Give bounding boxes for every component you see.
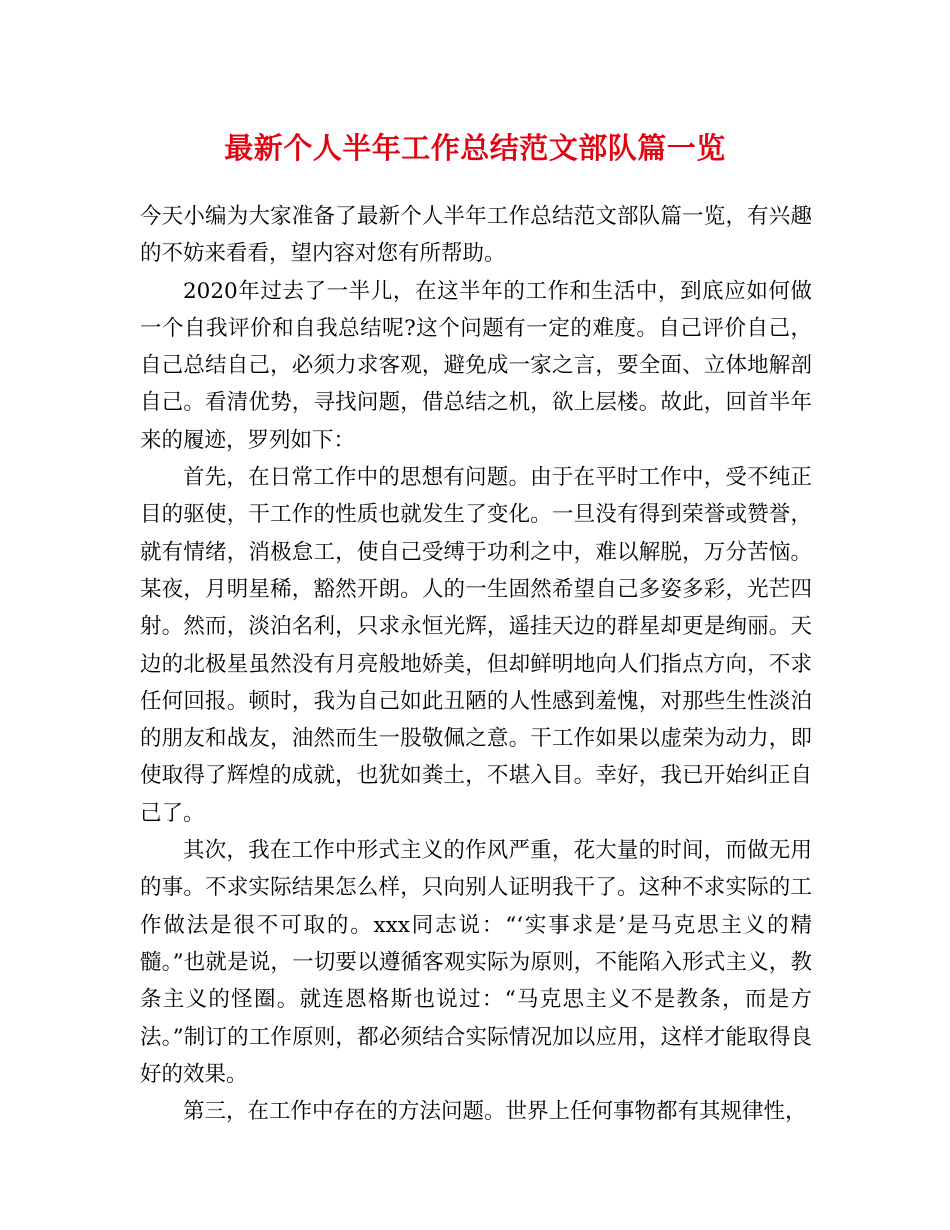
paragraph-first-point: 首先，在日常工作中的思想有问题。由于在平时工作中，受不纯正目的驱使，干工作的性质也就发生了变化。一旦没有得到荣誉或赞誉，就有情绪，消极怠工，使自己受缚于功利之中，难以解脱，万分苦恼。某夜，月明星稀，豁然开朗。人的一生固然希望自己多姿多彩，光芒四射。然而，淡泊名利，只求永恒光辉，遥挂天边的群星却更是绚丽。天边的北极星虽然没有月亮般地娇美，但却鲜明地向人们指点方向，不求任何回报。顿时，我为自己如此丑陋的人性感到羞愧，对那些生性淡泊的朋友和战友，油然而生一股敬佩之意。干工作如果以虚荣为动力，即使取得了辉煌的成就，也犹如粪土，不堪入目。幸好，我已开始纠正自己了。 xyxy=(140,465,812,826)
document-title: 最新个人半年工作总结范文部队篇一览 xyxy=(224,131,726,165)
paragraph-second-point: 其次，我在工作中形式主义的作风严重，花大量的时间，而做无用的事。不求实际结果怎么样，只向别人证明我干了。这种不求实际的工作做法是很不可取的。xxx同志说：“‘实事求是’是马克思主义的精髓。”也就是说，一切要以遵循客观实际为原则，不能陷入形式主义，教条主义的怪圈。就连恩格斯也说过：“马克思主义不是教条，而是方法。”制订的工作原则，都必须结合实际情况加以应用，这样才能取得良好的效果。 xyxy=(140,838,812,1087)
document-body xyxy=(140,198,812,1130)
paragraph-third-point: 第三，在工作中存在的方法问题。世界上任何事物都有其规律性， xyxy=(183,1099,807,1125)
paragraph-overview: 2020年过去了一半儿，在这半年的工作和生活中，到底应如何做一个自我评价和自我总结呢?这个问题有一定的难度。自己评价自己，自己总结自己，必须力求客观，避免成一家之言，要全面、立体地解剖自己。看清优势，寻找问题，借总结之机，欲上层楼。故此，回首半年来的履迹，罗列如下： xyxy=(140,278,812,453)
paragraph-intro: 今天小编为大家准备了最新个人半年工作总结范文部队篇一览，有兴趣的不妨来看看，望内容对您有所帮助。 xyxy=(140,204,812,267)
